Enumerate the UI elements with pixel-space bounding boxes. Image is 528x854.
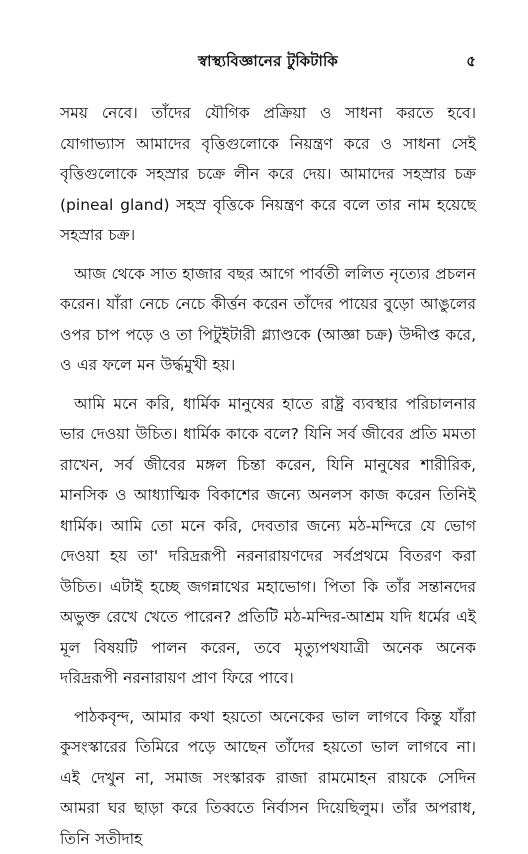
paragraph-3: আমি মনে করি, ধার্মিক মানুষের হাতে রাষ্ট্র ব্যবস্থার পরিচালনার ভার দেওয়া উচিত। ধার্মিক কাকে বলে? যিনি সর্ব জীবের প্রতি মমতা রাখেন, সর্ব জীবের মঙ্গল চিন্তা করেন, যিনি মানুষের শারীরিক, মানসিক ও আধ্যাত্মিক বিকাশের জন্যে অনলস কাজ করেন তিনিই ধার্মিক। আমি তো মনে করি, দেবতার জন্যে মঠ-মন্দিরে যে ভোগ দেওয়া হয় তা' দরিদ্ররূপী নরনারায়ণদের সর্বপ্রথমে বিতরণ করা উচিত। এটাই হচ্ছে জগন্নাথের মহাভোগ। পিতা কি তাঁর সন্তানদের অভুক্ত রেখে খেতে পারেন? প্রতিটি মঠ-মন্দির-আশ্রম যদি ধর্মের এই মূল বিষয়টি পালন করেন, তবে মৃত্যুপথযাত্রী অনেক অনেক দরিদ্ররূপী নরনারায়ণ প্রাণ ফিরে পাবে। xyxy=(60,389,476,694)
paragraph-1: সময় নেবে। তাঁদের যৌগিক প্রক্রিয়া ও সাধনা করতে হবে। যোগাভ্যাস আমাদের বৃত্তিগুলোকে নিয়ন্ত্রণ করে ও সাধনা সেই বৃত্তিগুলোকে সহস্রার চক্রে লীন করে দেয়। আমাদের সহস্রার চক্র (pineal gland) সহস্র বৃত্তিকে নিয়ন্ত্রণ করে বলে তার নাম হয়েছে সহস্রার চক্র। xyxy=(60,98,476,251)
page-number: ৫ xyxy=(466,50,476,75)
paragraph-2: আজ থেকে সাত হাজার বছর আগে পার্বতী ললিত নৃত্যের প্রচলন করেন। যাঁরা নেচে নেচে কীর্ত্তন করেন তাঁদের পায়ের বুড়ো আঙুলের ওপর চাপ পড়ে ও তা পিটুইটারী গ্ল্যাণ্ডকে (আজ্ঞা চক্র) উদ্দীপ্ত করে, ও এর ফলে মন উর্দ্ধমুখী হয়। xyxy=(60,259,476,381)
running-header xyxy=(60,50,476,80)
paragraph-4: পাঠকবৃন্দ, আমার কথা হয়তো অনেকের ভাল লাগবে কিন্তু যাঁরা কুসংস্কারের তিমিরে পড়ে আছেন তাঁদের হয়তো ভাল লাগবে না। এই দেখুন না, সমাজ সংস্কারক রাজা রামমোহন রায়কে সেদিন আমরা ঘর ছাড়া করে তিব্বতে নির্বাসন দিয়েছিলুম। তাঁর অপরাধ, তিনি সতীদাহ xyxy=(60,702,476,854)
page-title: স্বাস্থ্যবিজ্ঞানের টুকিটাকি xyxy=(60,50,476,75)
